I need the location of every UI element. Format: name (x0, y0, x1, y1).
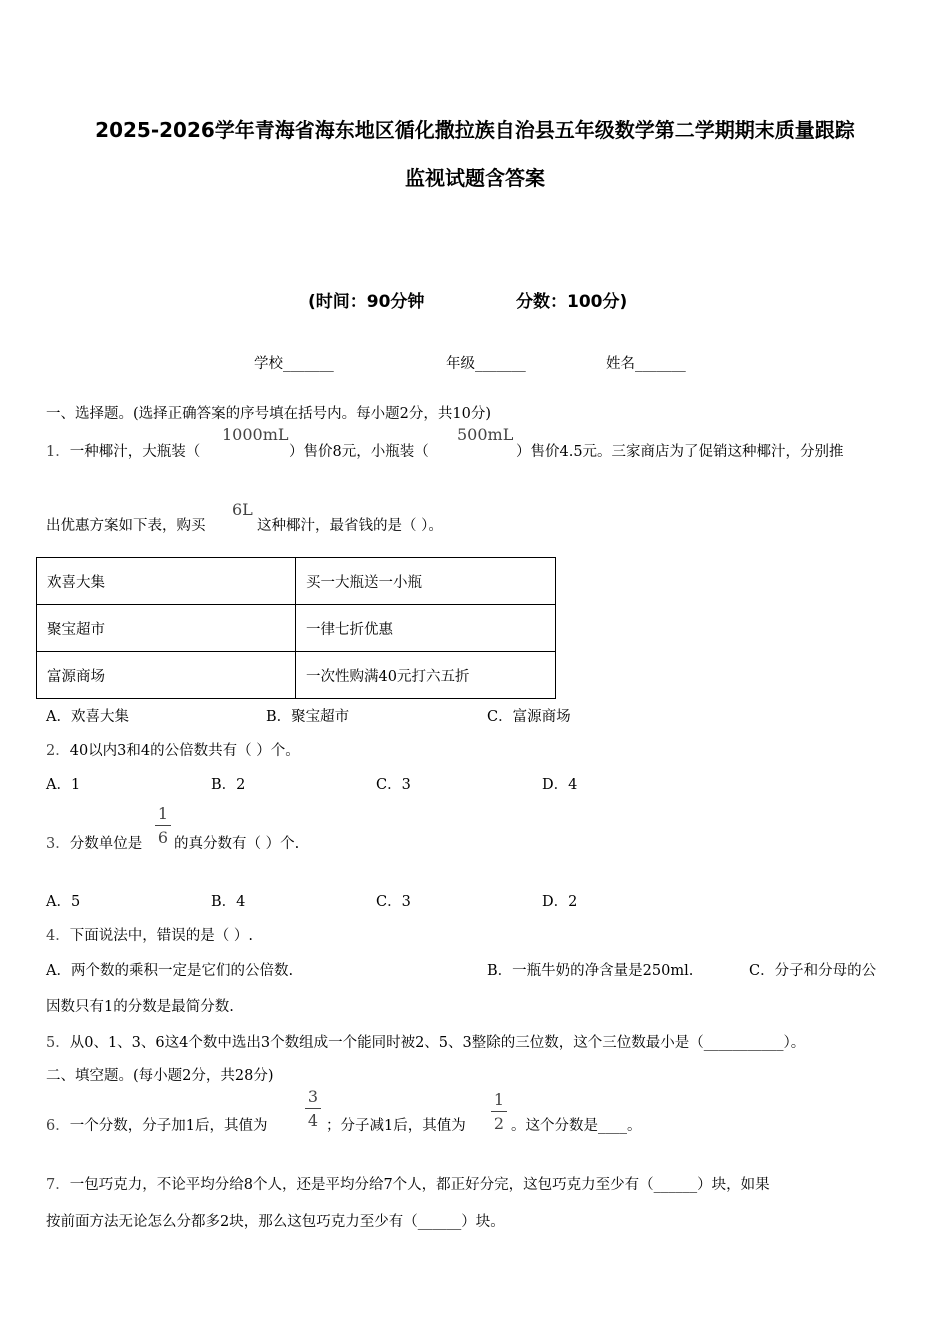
table-cell: 一律七折优惠 (296, 605, 556, 652)
grade-field: 年级_______ (446, 356, 526, 372)
fraction-denominator: 4 (307, 1111, 319, 1130)
section2-heading: 二、填空题。(每小题2分，共28分) (46, 1068, 274, 1084)
fraction-bar (305, 1108, 321, 1109)
q1-text-d: 出优惠方案如下表，购买 (46, 518, 206, 534)
table-row (37, 652, 556, 699)
table-cell: 买一大瓶送一小瓶 (296, 558, 556, 605)
table-cell: 欢喜大集 (37, 558, 296, 605)
question-3 (46, 832, 142, 853)
q4-text: 下面说法中，错误的是（ ）. (69, 928, 253, 944)
table-cell: 聚宝超市 (37, 605, 296, 652)
q1-text-b: ）售价8元，小瓶装（ (289, 444, 429, 460)
q1-option-c: C．富源商场 (487, 709, 571, 725)
q1-text-a: 一种椰汁，大瓶装（ (69, 444, 201, 460)
question-number: 1． (46, 444, 70, 460)
q1-option-a: A．欢喜大集 (46, 709, 129, 725)
fraction-numerator: 1 (157, 804, 169, 823)
question-6 (46, 1114, 267, 1135)
table-row (37, 605, 556, 652)
q3-text-a: 分数单位是 (69, 836, 143, 852)
q3-fraction (155, 804, 171, 847)
q6-text-a: 一个分数，分子加1后，其值为 (69, 1118, 268, 1134)
q1-buy-volume: 6L (232, 500, 253, 519)
q3-option-a: A．5 (46, 894, 81, 910)
q3-option-c: C．3 (376, 894, 411, 910)
question-1-line1 (46, 440, 200, 461)
fraction-numerator: 3 (307, 1087, 319, 1106)
q7-line1: 一包巧克力，不论平均分给8个人，还是平均分给7个人，都正好分完，这包巧克力至少有（______）块，如果 (69, 1177, 770, 1193)
exam-time: (时间：90分钟 (308, 292, 425, 312)
q6-fraction-1 (305, 1087, 321, 1130)
question-2 (46, 739, 300, 760)
q2-option-b: B．2 (211, 777, 246, 793)
fraction-denominator: 2 (493, 1114, 505, 1133)
name-field: 姓名_______ (606, 356, 686, 372)
q1-small-volume: 500mL (457, 425, 514, 444)
question-number: 4． (46, 928, 70, 944)
q1-text-c: ）售价4.5元。三家商店为了促销这种椰汁，分别推 (516, 444, 844, 460)
q2-option-a: A．1 (46, 777, 81, 793)
table-row (37, 558, 556, 605)
q3-option-d: D．2 (542, 894, 578, 910)
question-5 (46, 1031, 805, 1052)
q1-big-volume: 1000mL (222, 425, 289, 444)
question-7-line2: 按前面方法无论怎么分都多2块，那么这包巧克力至少有（______）块。 (46, 1214, 505, 1230)
q6-text-c: 。这个分数是____。 (511, 1118, 642, 1134)
fraction-bar (491, 1111, 507, 1112)
question-7-line1 (46, 1173, 770, 1194)
q2-option-c: C．3 (376, 777, 411, 793)
q4-option-c: C．分子和分母的公 (749, 963, 877, 979)
question-number: 3． (46, 836, 70, 852)
question-4 (46, 924, 253, 945)
question-number: 6． (46, 1118, 70, 1134)
question-number: 5． (46, 1035, 70, 1051)
q1-option-b: B．聚宝超市 (266, 709, 350, 725)
school-field: 学校_______ (254, 356, 334, 372)
question-number: 7． (46, 1177, 70, 1193)
q2-option-d: D．4 (542, 777, 578, 793)
fraction-numerator: 1 (493, 1090, 505, 1109)
q2-text: 40以内3和4的公倍数共有（ ）个。 (69, 743, 300, 759)
q6-fraction-2 (491, 1090, 507, 1133)
table-cell: 富源商场 (37, 652, 296, 699)
promotion-table (36, 557, 556, 699)
page-title-line2: 监视试题含答案 (405, 166, 545, 190)
q3-text-b: 的真分数有（ ）个. (174, 836, 300, 852)
section1-heading: 一、选择题。(选择正确答案的序号填在括号内。每小题2分，共10分) (46, 406, 491, 422)
question-number: 2． (46, 743, 70, 759)
q4-option-c-cont: 因数只有1的分数是最简分数. (46, 999, 234, 1015)
fraction-bar (155, 825, 171, 826)
q4-option-a: A．两个数的乘积一定是它们的公倍数. (46, 963, 294, 979)
q6-text-b: ；分子减1后，其值为 (326, 1118, 466, 1134)
q1-text-e: 这种椰汁，最省钱的是（ ）。 (257, 518, 443, 534)
exam-score: 分数：100分) (516, 292, 628, 312)
page-title-line1: 2025-2026学年青海省海东地区循化撒拉族自治县五年级数学第二学期期末质量跟踪 (95, 118, 855, 142)
q4-option-b: B．一瓶牛奶的净含量是250ml. (487, 963, 694, 979)
q5-text: 从0、1、3、6这4个数中选出3个数组成一个能同时被2、5、3整除的三位数，这个三位数最小是（___________）。 (69, 1035, 806, 1051)
table-cell: 一次性购满40元打六五折 (296, 652, 556, 699)
fraction-denominator: 6 (157, 828, 169, 847)
q3-option-b: B．4 (211, 894, 246, 910)
